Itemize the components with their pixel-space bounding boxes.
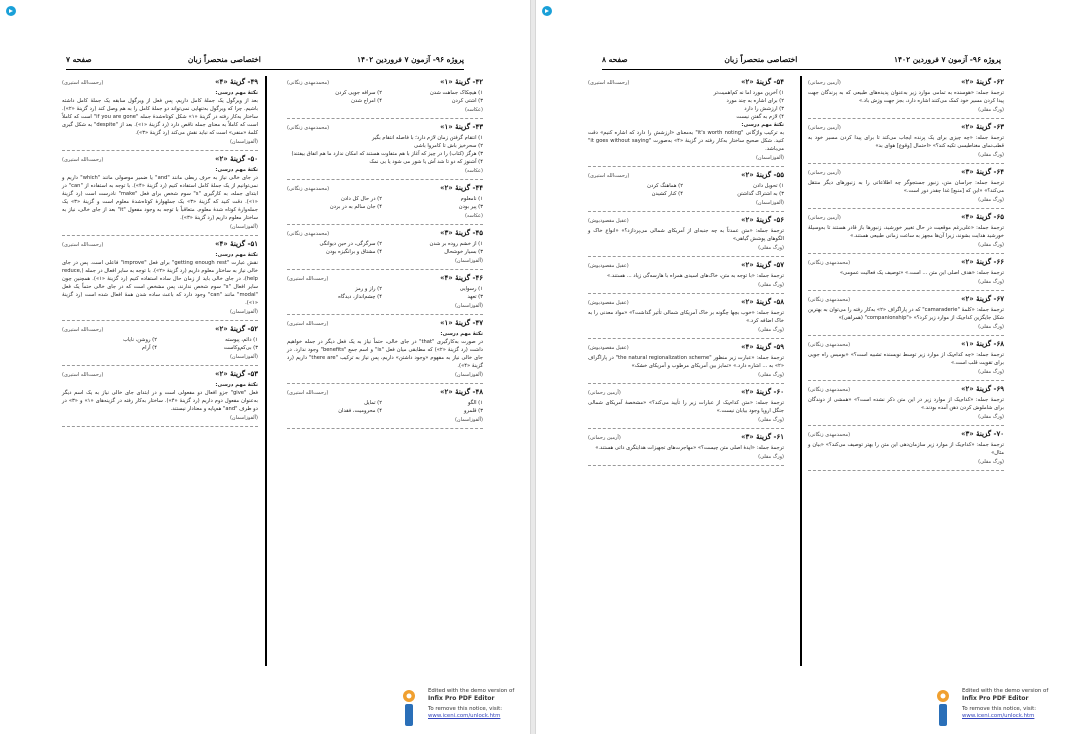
reviewer-name: (ورگ مقلی) <box>978 369 1004 375</box>
explanation-text: ترجمهٔ جمله: جراسان متن، زنبور جستجوگر چه اطلاعاتی را به زنبورهای دیگر منتقل می‌کند؟» «این که [منبع] غذا چقدر دور است.» <box>808 180 1004 194</box>
question-number: ۵۲- گزینهٔ «۲» <box>215 324 258 333</box>
reviewer-name: (آلفوزاسمان) <box>229 139 258 145</box>
explanation-text: نقش عبارت "getting enough rest" برای فعل "improve" فاعلی است. پس در جای خالی نیاز به ساختار معلوم داریم (رد گزینهٔ «۲»). با توجه به سایر افعال در جمله (reduce, help)، در جای خالی باید از زمان حال ساده استفاده کنیم (رد گزینهٔ «۱»). همچنین چون سایر افعال "s" سوم شخص ندارند، پس مشخص است که در جای خالی حتماً یک فعل "modal" مانند "can" وجود دارد که باعث ساده شدن همهٔ افعال شده است (رد گزینهٔ «۱»). <box>62 260 258 306</box>
question-header <box>62 325 258 334</box>
answer-column <box>62 78 258 431</box>
question-author: (آرمین رحمانی) <box>808 170 841 176</box>
question-author: (آرمین رحمانی) <box>808 215 841 221</box>
explanation-text: ترجمهٔ جمله: «هوسنده به تمامی موارد زیر به‌عنوان پدیده‌های طبیعی که به پرندگان جهت پیدا کردن مسیر خود کمک می‌کنند اشاره دارد، بجز جهت وزش باد.» <box>808 90 1004 104</box>
question-author: (محمدمهدی زنگانی) <box>808 297 851 303</box>
option-item: ۲) تمایل <box>364 400 382 406</box>
reviewer-name: (ورگ مقلی) <box>978 279 1004 285</box>
reviewer-name: (ورگ مقلی) <box>978 459 1004 465</box>
question-answer-block <box>62 370 258 427</box>
question-number: ۶۷- گزینهٔ «۲» <box>961 294 1004 303</box>
question-answer-block <box>62 325 258 366</box>
demo-watermark <box>932 688 1067 728</box>
question-header <box>287 274 483 283</box>
question-author: (عقیل مقصودیوش) <box>588 218 629 224</box>
question-number: ۴۴- گزینهٔ «۲» <box>440 183 483 192</box>
reviewer-name: (عکاسه) <box>464 168 483 174</box>
option-item: ۱) نامعلوم <box>460 196 483 202</box>
explanation-text: در جای خالی نیاز به حرف ربطی مانند "and" یا ضمیر موصولی مانند "which" داریم و نمی‌توانیم از یک جملهٔ کامل استفاده کنیم (رد گزینهٔ «۴»). با توجه به استفاده از "can" در ابتدای جمله، به کارگیری "s" سوم شخص برای فعل "make" نادرست است (رد گزینهٔ «۱»). دقت کنید که گزینهٔ «۳» یک جملهوارهٔ کوتاه‌شدهٔ معلوم است و گزینهٔ «۳» یک جمله‌وارهٔ کوتاه شدهٔ معلوم. متعاقباً با توجه به وجود مفعول "it" بعد از جای خالی، نیاز به ساختار معلوم داریم (رد گزینهٔ «۳»). <box>62 175 258 221</box>
question-header <box>588 171 784 180</box>
watermark-link[interactable]: www.iceni.com/unlock.htm <box>428 713 501 719</box>
option-item: ۲) سرافه جویی کردن <box>335 90 382 96</box>
page-nav-icon[interactable] <box>6 6 16 16</box>
document-page-left <box>0 0 530 734</box>
question-author: (رحمت‌الله استیری) <box>588 80 630 86</box>
question-author: (محمدمهدی زنگانی) <box>287 125 330 131</box>
option-list <box>62 336 258 352</box>
question-header <box>287 229 483 238</box>
question-number: ۴۷- گزینهٔ «۱» <box>440 318 483 327</box>
question-author: (عقیل مقصودیوش) <box>588 300 629 306</box>
option-item: ۳) پیر بودن <box>458 204 483 210</box>
watermark-line3: To remove this notice, visit: <box>962 706 1037 712</box>
question-answer-block <box>287 319 483 384</box>
reviewer-name: (آلفوزاسمان) <box>229 309 258 315</box>
reviewer-name: (آلفوزاسمان) <box>229 354 258 360</box>
option-item: ۴) امراج شدن <box>351 98 382 104</box>
option-item: ۲) راز و رمز <box>355 286 382 292</box>
question-number: ۵۰- گزینهٔ «۲» <box>215 154 258 163</box>
reviewer-name: (آلفوزاسمان) <box>229 415 258 421</box>
option-item: ۴) مشتاق و برانگیزه بودن <box>326 249 382 255</box>
question-author: (محمدمهدی زنگانی) <box>287 186 330 192</box>
option-item: ۴) محرومیت، فقدان <box>338 408 382 414</box>
question-header <box>808 213 1004 222</box>
question-answer-block <box>808 123 1004 164</box>
question-answer-block <box>808 168 1004 209</box>
question-number: ۶۸- گزینهٔ «۱» <box>961 339 1004 348</box>
question-answer-block <box>588 171 784 212</box>
question-author: (رحمت‌الله استیری) <box>287 321 329 327</box>
question-header <box>287 184 483 193</box>
question-header <box>808 123 1004 132</box>
question-number: ۵۹- گزینهٔ «۴» <box>741 342 784 351</box>
reviewer-name: (ورگ مقلی) <box>758 327 784 333</box>
reviewer-name: (ورگ مقلی) <box>978 197 1004 203</box>
reviewer-name: (ورگ مقلی) <box>758 417 784 423</box>
reviewer-name: (ورگ مقلی) <box>758 372 784 378</box>
option-list <box>287 195 483 211</box>
header-title: پروژه ۹۶- آزمون ۷ فروردین ۱۴۰۲ <box>356 54 464 64</box>
explanation-text: ترجمهٔ جمله: «ایدهٔ اصلی متن چیست؟» «مهاجرت‌های تجهیزات هدایتگری ذاتی هستند.» <box>595 445 784 451</box>
question-header <box>808 168 1004 177</box>
option-item: ۱) انتقام گرفتن زمان لازم دارد؛ با فاصله انتقام بگیر <box>371 135 483 141</box>
header-subtitle: اختصاصی منحصراً زبان <box>724 54 798 64</box>
tip-label: نکتهٔ مهم درسی: <box>215 382 258 388</box>
option-list <box>287 240 483 256</box>
option-item: ۲) سحرخیز باش تا کامروا باشی <box>414 143 483 149</box>
question-answer-block <box>808 385 1004 426</box>
option-item: ۲) در حال کل دادن <box>340 196 382 202</box>
option-item: ۲) سرگرگی، در حین دیوانگی <box>319 241 382 247</box>
question-author: (رحمت‌الله استیری) <box>287 276 329 282</box>
question-number: ۵۵- گزینهٔ «۲» <box>741 170 784 179</box>
question-answer-block <box>808 340 1004 381</box>
option-list <box>588 182 784 198</box>
question-number: ۴۸- گزینهٔ «۲» <box>440 387 483 396</box>
question-header <box>287 388 483 397</box>
option-item: ۲) روشن، نایاب <box>122 337 157 343</box>
question-answer-block <box>588 433 784 466</box>
question-number: ۶۵- گزینهٔ «۴» <box>961 212 1004 221</box>
explanation-text: در صورت به‌کارگیری "that" در جای خالی، حتماً نیاز به یک فعل دیگر در جمله خواهیم داشت (رد گزینهٔ «۲») که مطابقی میان فعل "is" و اسم جمع "benefits" وجود ندارد. در جای خالی نیاز به مفهوم «وجود داشتن» داریم، پس نیاز به ترکیب "there are" داریم (رد گزینهٔ «۴»). <box>287 339 484 369</box>
reviewer-name: (ورگ مقلی) <box>978 107 1004 113</box>
question-answer-block <box>588 388 784 429</box>
infix-logo-icon <box>932 688 954 728</box>
question-number: ۶۹- گزینهٔ «۲» <box>961 384 1004 393</box>
explanation-text: ترجمهٔ جمله: «با توجه به متن، خاک‌های اسیدی همراه با هارسه‌گی زیاد ... هستند.» <box>607 273 784 279</box>
option-item: ۱) الگو <box>467 400 483 406</box>
option-item: ۱) رسوایی <box>459 286 483 292</box>
question-header <box>287 319 483 328</box>
question-header <box>588 216 784 225</box>
question-number: ۵۷- گزینهٔ «۲» <box>741 260 784 269</box>
explanation-text: ترجمهٔ جمله: «علی‌رغم موقعیت در حال تغییر خورشید، زنبورها باز قادر هستند تا به‌وسیلهٔ خورشید هدایت بشوند، زیرا آن‌ها مجهز به ساعت زمانی طبیعی هستند.» <box>808 225 1004 239</box>
option-item: ۳) هرگز (کتاب) را در چیز که آغاز با هم متفاوت هستند که امکان ندارد ما هم اتفاق بیفتند) <box>291 151 483 157</box>
question-answer-block <box>287 229 483 270</box>
question-header <box>808 385 1004 394</box>
explanation-text: فعل "give" جزو افعال دو مفعولی است و در ابتدای جای خالی نیاز به یک اسم دیگر به‌عنوان مفعول دوم داریم (رد گزینهٔ «۴»). ساختار به‌کار رفته در گزینه‌های «۱» و «۳» در دو طرف "and" هم‌پایه و معنادار نیستند. <box>62 390 258 412</box>
option-item: ۴) جان سالم به در بردن <box>329 204 382 210</box>
reviewer-name: (آلفوزاسمان) <box>454 258 483 264</box>
explanation-text: بعد از ویرگول یک جملهٔ کامل داریم، پس فعل از ویرگول سابقه یک جملهٔ کامل داشته باشیم. چرا که ویرگول به‌تنهایی نمی‌تواند دو جملهٔ کامل را به هم وصل کند (رد گزینهٔ «۲»). ساختار به‌کار رفته در گزینهٔ «۱» شکل کوتاه‌شدهٔ جمله "if you are gone" است که کاملاً است که کاملاً به معنای جمله ناقص دارد (رد گزینهٔ «۱»). بعد از "despite" به شکل گیری کلمهٔ «منفی» است که نباید نقش می‌کند (رد گزینهٔ «۳»). <box>62 98 259 136</box>
question-number: ۶۳- گزینهٔ «۲» <box>961 122 1004 131</box>
option-item: ۴) آشنوز که دو تا شد آش یا شور می شود یا بی نمک <box>369 159 483 165</box>
infix-logo-icon <box>398 688 420 728</box>
question-number: ۷۰- گزینهٔ «۳» <box>961 429 1004 438</box>
explanation-text: ترجمهٔ جمله: «کدام‌یک از موارد زیر سازمان‌دهی این متن را بهتر توصیف می‌کند؟» «بیان و مثال» <box>808 442 1004 456</box>
question-number: ۶۱- گزینهٔ «۳» <box>741 432 784 441</box>
question-header <box>808 430 1004 439</box>
explanation-text: ترجمهٔ جمله: «چه چیزی برای یک پرنده ایجاب می‌کند تا برای پیدا کردن مسیر خود به قطب‌نمای مغناطیسی تکیه کند؟» «احتمال [وقوع] هوای بد» <box>808 135 1004 149</box>
watermark-text <box>962 688 1048 720</box>
question-header <box>588 343 784 352</box>
question-answer-block <box>287 388 483 429</box>
question-header <box>588 78 784 87</box>
tip-label: نکتهٔ مهم درسی: <box>741 122 784 128</box>
option-item: ۳) قلمرو <box>463 408 483 414</box>
question-header <box>588 388 784 397</box>
question-number: ۶۶- گزینهٔ «۲» <box>961 257 1004 266</box>
question-author: (رحمت‌الله استیری) <box>62 327 104 333</box>
option-item: ۱) از خشم روده بر شدن <box>429 241 483 247</box>
column-divider <box>265 76 267 666</box>
option-item: ۴) آرام <box>141 345 157 351</box>
explanation-text: ترجمهٔ جمله: «عبارت زیر منظور "the natural regionalization scheme" در پاراگراف «۲» به ... اشاره دارد.» «تمایز بین آمریکای مرطوب و آمریکای خشک» <box>588 355 784 369</box>
header-subtitle: اختصاصی منحصراً زبان <box>187 54 261 64</box>
reviewer-name: (ورگ مقلی) <box>978 242 1004 248</box>
answer-column <box>287 78 483 433</box>
question-number: ۴۹- گزینهٔ «۴» <box>215 77 258 86</box>
reviewer-name: (ورگ مقلی) <box>758 245 784 251</box>
question-answer-block <box>808 258 1004 291</box>
option-item: ۴) چشم‌انداز، دیدگاه <box>338 294 382 300</box>
question-number: ۶۲- گزینهٔ «۲» <box>961 77 1004 86</box>
tip-label: نکتهٔ مهم درسی: <box>215 252 258 258</box>
question-author: (آرمین رحمانی) <box>808 80 841 86</box>
explanation-text: ترجمهٔ جمله: «کلمهٔ "camaraderie" که در پاراگراف «۲» به‌کار رفته را می‌توان به بهترین شکل جایگزین کدام‌یک از موارد زیر کرد؟» «"companionship" (همراهی)» <box>808 307 1004 321</box>
reviewer-name: (ورگ مقلی) <box>978 414 1004 420</box>
explanation-text: ترجمهٔ جمله: «کدام‌یک از موارد زیر در این متن ذکر نشده است؟» «همشی از دوندگان برای شاملوش کردن ذهن آمده بودند.» <box>808 397 1004 411</box>
option-item: ۳) ارزشش را دارد <box>744 106 784 112</box>
question-author: (محمدمهدی زنگانی) <box>808 432 851 438</box>
answer-column <box>588 78 784 470</box>
question-author: (آرمین رحمانی) <box>588 390 621 396</box>
option-item: ۱) دائم، پیوسته <box>225 337 258 343</box>
option-item: ۲) هماهنگ کردن <box>647 183 683 189</box>
question-header <box>62 240 258 249</box>
option-list <box>287 134 483 166</box>
option-item: ۴) کنار کشیدن <box>651 191 683 197</box>
question-number: ۴۳- گزینهٔ «۱» <box>440 122 483 131</box>
question-answer-block <box>287 274 483 315</box>
option-item: ۳) اشتی کردن <box>451 98 483 104</box>
question-header <box>62 78 258 87</box>
question-header <box>287 123 483 132</box>
option-item: ۲) برای اشاره به چند مورد <box>726 98 784 104</box>
question-author: (رحمت‌الله استیری) <box>62 242 104 248</box>
question-number: ۴۵- گزینهٔ «۳» <box>440 228 483 237</box>
question-header <box>287 78 483 87</box>
question-number: ۵۳- گزینهٔ «۲» <box>215 369 258 378</box>
watermark-line3: To remove this notice, visit: <box>428 706 503 712</box>
option-item: ۱) آخرین مورد اما نه کم‌اهمیت‌تر <box>713 90 784 96</box>
tip-label: نکتهٔ مهم درسی: <box>215 90 258 96</box>
reviewer-name: (آلفوزاسمان) <box>755 155 784 161</box>
question-author: (محمدمهدی زنگانی) <box>287 80 330 86</box>
document-page-right <box>536 0 1067 734</box>
answer-column <box>808 78 1004 475</box>
page-header <box>602 49 1001 70</box>
question-author: (عقیل مقصودیوش) <box>588 345 629 351</box>
question-answer-block <box>588 261 784 294</box>
option-item: ۳) بسیار خوشحال <box>444 249 483 255</box>
reviewer-name: (ورگ مقلی) <box>758 454 784 460</box>
reviewer-name: (عکاسه) <box>464 107 483 113</box>
question-number: ۵۱- گزینهٔ «۴» <box>215 239 258 248</box>
option-list <box>588 89 784 121</box>
question-answer-block <box>62 240 258 321</box>
question-answer-block <box>588 78 784 167</box>
question-header <box>588 261 784 270</box>
question-author: (رحمت‌الله استیری) <box>62 372 104 378</box>
option-item: ۳) بی‌کم‌و‌کاست <box>223 345 258 351</box>
explanation-text: ترجمهٔ جمله: «متن کدام‌یک از عبارات زیر را تأیید می‌کند؟» «مشخصهٔ آمریکای شمالی جنگل اروپا وجود بیابان نیست.» <box>588 400 784 414</box>
reviewer-name: (آلفوزاسمان) <box>755 200 784 206</box>
question-author: (آرمین رحمانی) <box>808 125 841 131</box>
question-number: ۵۶- گزینهٔ «۲» <box>741 215 784 224</box>
question-author: (رحمت‌الله استیری) <box>62 80 104 86</box>
reviewer-name: (ورگ مقلی) <box>978 324 1004 330</box>
question-author: (آرمین رحمانی) <box>588 435 621 441</box>
question-answer-block <box>808 213 1004 254</box>
watermark-link[interactable]: www.iceni.com/unlock.htm <box>962 713 1035 719</box>
question-author: (رحمت‌الله استیری) <box>62 157 104 163</box>
option-item: ۴) لازم به گفتن نیست <box>736 114 784 120</box>
reviewer-name: (ورگ مقلی) <box>978 152 1004 158</box>
question-answer-block <box>588 298 784 339</box>
question-header <box>62 155 258 164</box>
option-list <box>287 89 483 105</box>
reviewer-name: (آلفوزاسمان) <box>454 303 483 309</box>
demo-watermark <box>398 688 530 728</box>
page-number: صفحه ۷ <box>66 54 92 64</box>
watermark-line1: Edited with the demo version of <box>962 688 1049 694</box>
question-answer-block <box>287 123 483 180</box>
page-nav-icon[interactable] <box>542 6 552 16</box>
reviewer-name: (آلفوزاسمان) <box>454 372 483 378</box>
question-author: (محمدمهدی زنگانی) <box>808 387 851 393</box>
question-answer-block <box>62 155 258 236</box>
explanation-text: ترجمهٔ جمله: «متن عمدتاً به چه جنبه‌ای از آمریکای شمالی می‌پردازد؟» «انواع خاک و الگوهای پوشش گیاهی» <box>588 228 784 242</box>
question-answer-block <box>62 78 258 151</box>
question-number: ۴۶- گزینهٔ «۴» <box>440 273 483 282</box>
question-answer-block <box>588 343 784 384</box>
question-author: (محمدمهدی زنگانی) <box>808 342 851 348</box>
header-title: پروژه ۹۶- آزمون ۷ فروردین ۱۴۰۲ <box>893 54 1001 64</box>
option-list <box>287 399 483 415</box>
option-item: ۳) به اشتراک گذاشتن <box>737 191 784 197</box>
option-item: ۳) تعهد <box>467 294 483 300</box>
question-answer-block <box>808 430 1004 471</box>
explanation-text: ترجمهٔ جمله: «خوب بچها چگونه بر خاک آمریکای شمالی تأثیر گذاشت؟» «مواد معدنی را به خاک اضافه کرد.» <box>588 310 784 324</box>
question-header <box>808 258 1004 267</box>
watermark-line1: Edited with the demo version of <box>428 688 515 694</box>
question-author: (عقیل مقصودیوش) <box>588 263 629 269</box>
column-divider <box>800 76 802 666</box>
watermark-line2: Infix Pro PDF Editor <box>962 695 1029 702</box>
page-number: صفحه ۸ <box>602 54 628 64</box>
option-item: ۱) هیچکاک جماهت شدن <box>429 90 483 96</box>
explanation-text: به ترکیب واژگانی "it's worth noting" به‌معنای «ارزشش را دارد که اشاره کنیم» دقت کنید. شکل صحیح ساختار به‌کار رفته در گزینهٔ «۴» به‌صورت "it goes without saying" می‌باشد. <box>588 130 785 152</box>
watermark-text <box>428 688 514 720</box>
question-author: (رحمت‌الله استیری) <box>287 390 329 396</box>
tip-label: نکتهٔ مهم درسی: <box>215 167 258 173</box>
question-answer-block <box>808 78 1004 119</box>
question-header <box>808 340 1004 349</box>
question-header <box>808 78 1004 87</box>
question-number: ۶۴- گزینهٔ «۳» <box>961 167 1004 176</box>
page-header <box>66 49 464 70</box>
question-author: (رحمت‌الله استیری) <box>588 173 630 179</box>
explanation-text: ترجمهٔ جمله: «هدف اصلی این متن ... است.» «توصیف یک فعالیت عمومی» <box>839 270 1004 276</box>
question-answer-block <box>287 184 483 225</box>
reviewer-name: (آلفوزاسمان) <box>229 224 258 230</box>
question-number: ۶۰- گزینهٔ «۲» <box>741 387 784 396</box>
question-number: ۵۸- گزینهٔ «۲» <box>741 297 784 306</box>
explanation-text: ترجمهٔ جمله: «چه کدام‌یک از موارد زیر توسط نویسنده تشبیه است؟» «بومیس راه جویی برای تقویت قلب است.» <box>808 352 1004 366</box>
reviewer-name: (عکاسه) <box>464 213 483 219</box>
question-answer-block <box>808 295 1004 336</box>
reviewer-name: (آلفوزاسمان) <box>454 417 483 423</box>
option-item: ۱) تحویل دادن <box>753 183 784 189</box>
question-header <box>588 433 784 442</box>
question-header <box>808 295 1004 304</box>
watermark-line2: Infix Pro PDF Editor <box>428 695 495 702</box>
question-header <box>62 370 258 379</box>
tip-label: نکتهٔ مهم درسی: <box>440 331 483 337</box>
question-header <box>588 298 784 307</box>
question-author: (محمدمهدی زنگانی) <box>287 231 330 237</box>
question-answer-block <box>287 78 483 119</box>
question-number: ۴۲- گزینهٔ «۱» <box>440 77 483 86</box>
option-list <box>287 285 483 301</box>
question-author: (محمدمهدی زنگانی) <box>808 260 851 266</box>
question-number: ۵۴- گزینهٔ «۲» <box>741 77 784 86</box>
reviewer-name: (ورگ مقلی) <box>758 282 784 288</box>
question-answer-block <box>588 216 784 257</box>
